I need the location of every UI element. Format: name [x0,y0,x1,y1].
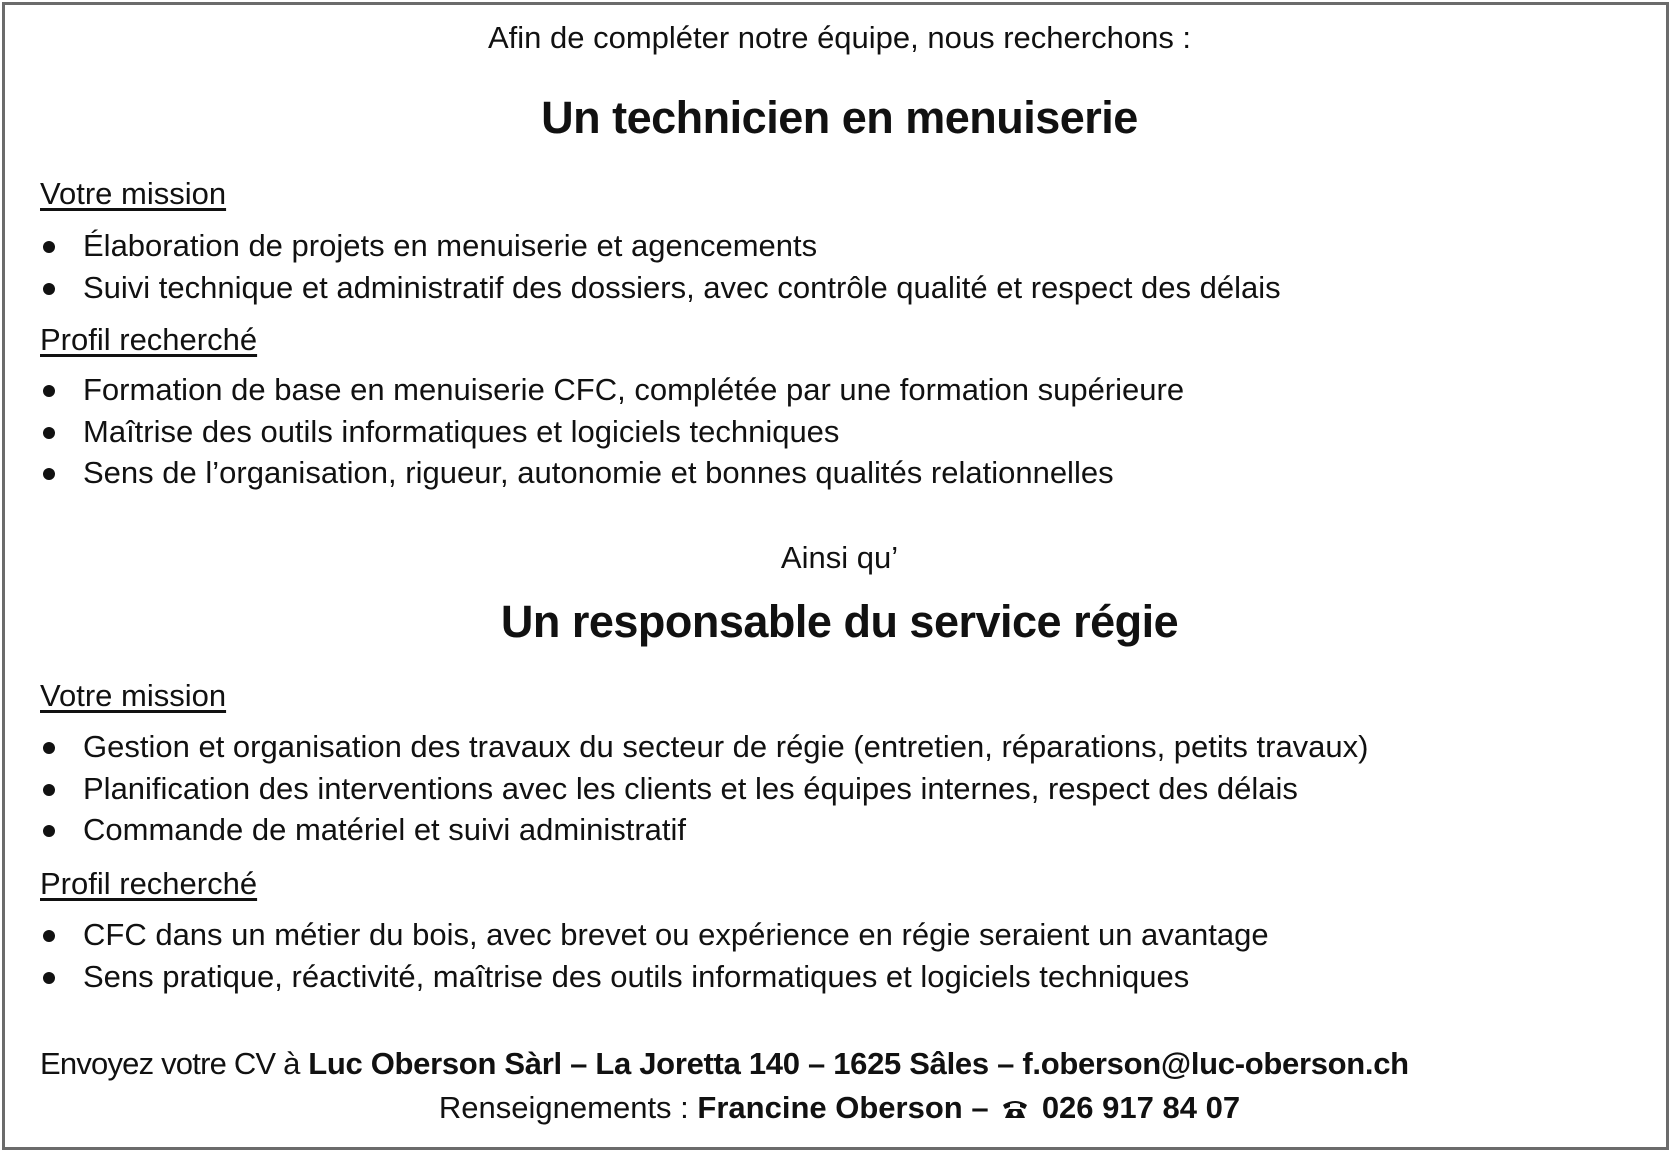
list-item-text: Sens pratique, réactivité, maîtrise des outils informatiques et logiciels techniques [83,958,1190,994]
list-item [38,411,1184,453]
list-item-text: CFC dans un métier du bois, avec brevet ou expérience en régie seraient un avantage [83,917,1269,952]
info-line [0,1090,1679,1128]
bullet-icon [43,742,55,754]
bullet-icon [43,385,55,397]
list-item-text: Suivi technique et administratif des dossiers, avec contrôle qualité et respect des délais [83,269,1281,305]
telephone-icon [1001,1092,1029,1128]
list-item [38,914,1269,956]
profile-list [38,369,1184,494]
bullet-icon [43,825,55,837]
profile-list [38,914,1269,997]
list-item-text: Élaboration de projets en menuiserie et agencements [83,228,818,263]
bullet-icon [43,930,55,942]
info-lead: Renseignements : [438,1090,689,1125]
list-item-text: Planification des interventions avec les clients et les équipes internes, respect des délais [83,770,1298,806]
mission-heading: Votre mission [40,678,227,713]
mission-heading: Votre mission [40,176,227,211]
contact-details[interactable]: Luc Oberson Sàrl – La Joretta 140 – 1625 Sâles – f.oberson@luc-oberson.ch [308,1046,1409,1081]
bullet-icon [43,972,55,984]
list-item-text: Formation de base en menuiserie CFC, complétée par une formation supérieure [83,372,1185,407]
job-title-technicien: Un technicien en menuiserie [541,92,1138,143]
contact-line [40,1046,1409,1082]
list-item [38,369,1184,411]
list-item [38,267,1281,309]
list-item [38,809,1369,851]
bullet-icon [43,241,55,253]
profile-heading: Profil recherché [40,322,258,357]
intro-text: Afin de compléter notre équipe, nous recherchons : [487,20,1192,55]
mission-list [38,726,1369,851]
list-item-text: Commande de matériel et suivi administratif [83,812,687,847]
contact-lead: Envoyez votre CV à [40,1046,300,1081]
list-item [38,768,1369,810]
list-item [38,956,1269,998]
list-item-text: Sens de l’organisation, rigueur, autonomie et bonnes qualités relationnelles [83,455,1114,490]
list-item [38,225,1281,267]
info-phone[interactable]: 026 917 84 07 [1041,1090,1241,1125]
list-item-text: Gestion et organisation des travaux du secteur de régie (entretien, réparations, petits travaux) [83,729,1369,764]
connector-text: Ainsi qu’ [780,540,899,575]
bullet-icon [43,283,55,295]
bullet-icon [43,468,55,480]
bullet-icon [43,784,55,796]
info-person: Francine Oberson – [697,1090,989,1125]
profile-heading: Profil recherché [40,866,258,901]
mission-list [38,225,1281,308]
list-item [38,452,1184,494]
job-title-responsable: Un responsable du service régie [500,596,1179,647]
bullet-icon [43,427,55,439]
list-item-text: Maîtrise des outils informatiques et logiciels techniques [83,413,840,449]
list-item [38,726,1369,768]
